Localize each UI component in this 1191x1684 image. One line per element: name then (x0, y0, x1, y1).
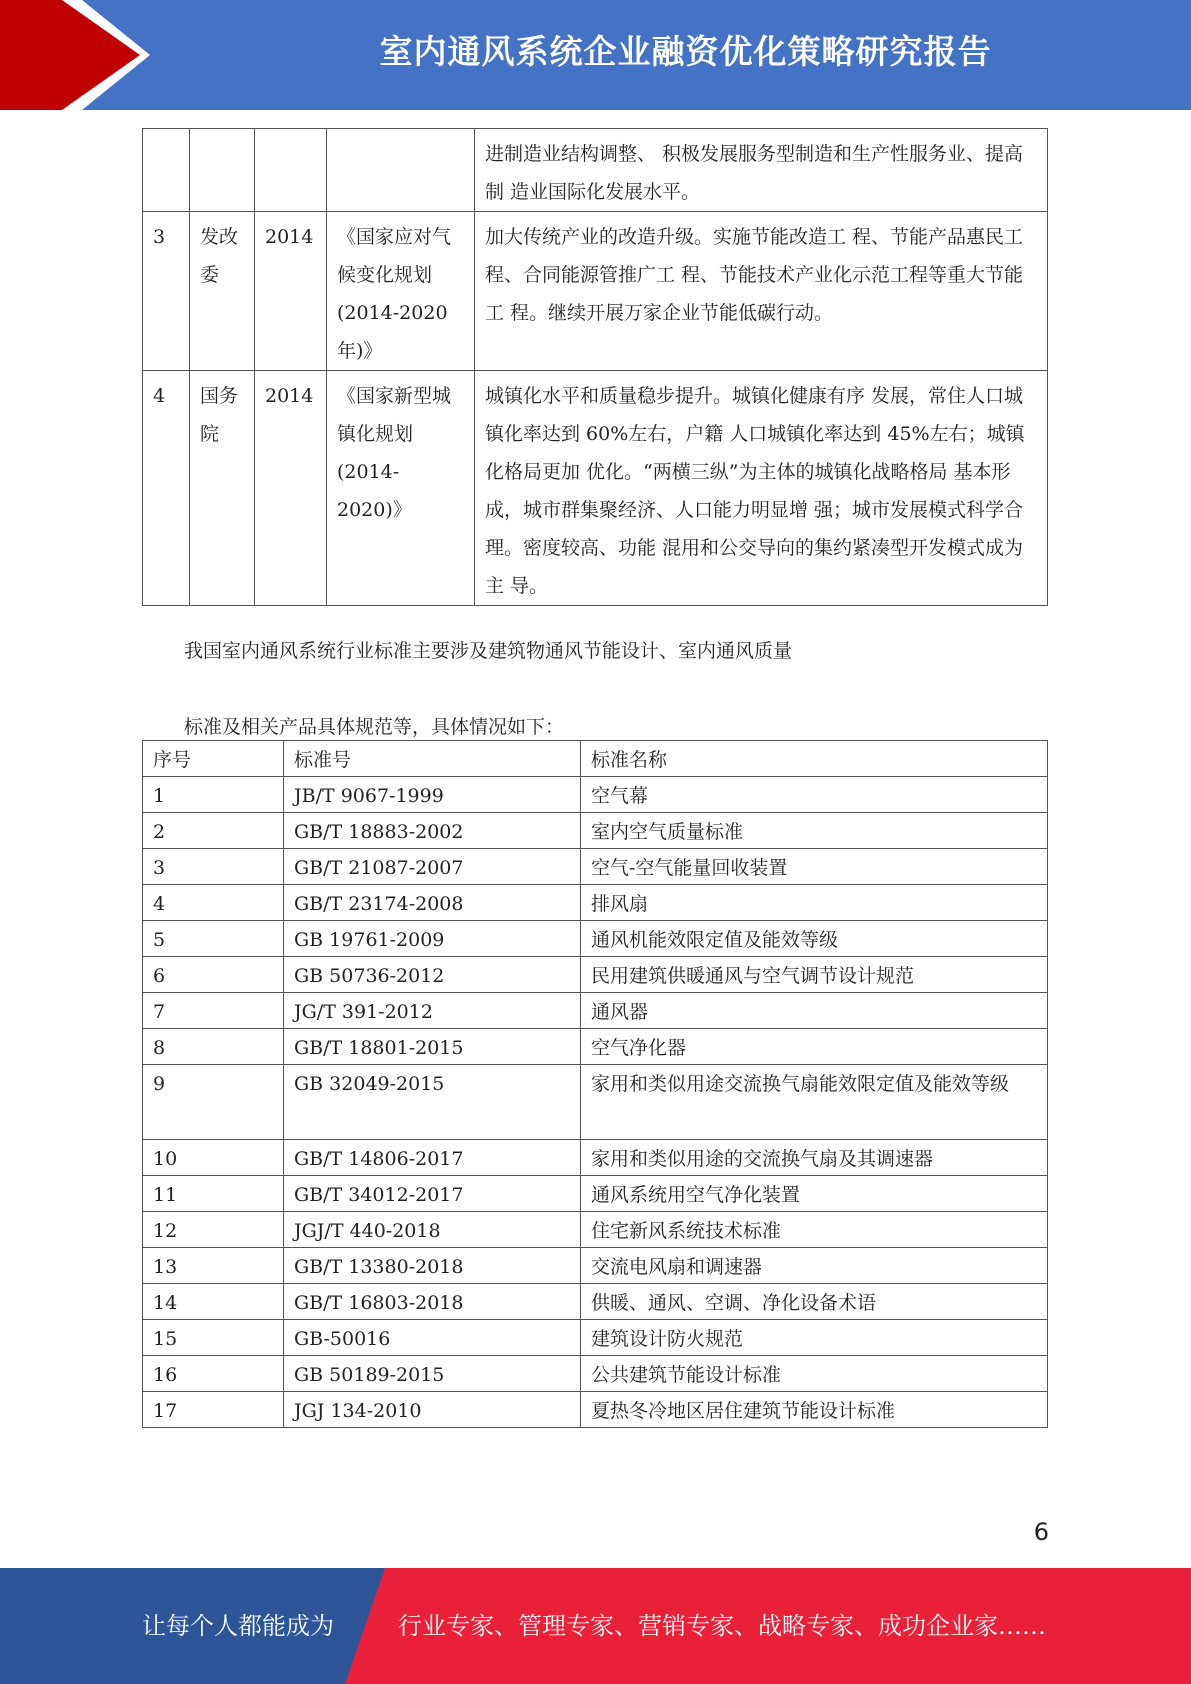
table-row (143, 849, 1048, 885)
page-footer (0, 1568, 1191, 1684)
std-cell-no: 16 (143, 1356, 284, 1392)
std-cell-no: 12 (143, 1212, 284, 1248)
page-number: 6 (1033, 1518, 1049, 1546)
std-cell-name: 通风机能效限定值及能效等级 (581, 921, 1048, 957)
policy-cell-dept: 国务院 (190, 371, 255, 606)
std-cell-code: GB 50736-2012 (284, 957, 581, 993)
std-cell-no: 4 (143, 885, 284, 921)
std-cell-name: 空气-空气能量回收装置 (581, 849, 1048, 885)
std-cell-code: GB/T 23174-2008 (284, 885, 581, 921)
policy-cell-dept: 发改委 (190, 212, 255, 371)
policy-row (143, 371, 1048, 606)
std-cell-name: 排风扇 (581, 885, 1048, 921)
std-cell-name: 通风器 (581, 993, 1048, 1029)
paragraph-line-2: 标准及相关产品具体规范等，具体情况如下： (184, 716, 565, 738)
table-row (143, 1140, 1048, 1176)
std-cell-no: 10 (143, 1140, 284, 1176)
std-cell-code: GB 19761-2009 (284, 921, 581, 957)
std-cell-no: 6 (143, 957, 284, 993)
table-row (143, 1065, 1048, 1140)
table-row (143, 957, 1048, 993)
policy-cell-no: 3 (143, 212, 190, 371)
std-cell-name: 民用建筑供暖通风与空气调节设计规范 (581, 957, 1048, 993)
policy-table (142, 128, 1048, 606)
std-cell-code: GB/T 14806-2017 (284, 1140, 581, 1176)
footer-slogan-right: 行业专家、管理专家、营销专家、战略专家、成功企业家…… (398, 1612, 1046, 1640)
std-cell-code: GB/T 21087-2007 (284, 849, 581, 885)
std-cell-name: 室内空气质量标准 (581, 813, 1048, 849)
standards-table (142, 740, 1048, 1428)
std-cell-code: JGJ 134-2010 (284, 1392, 581, 1428)
std-cell-code: GB/T 18883-2002 (284, 813, 581, 849)
table-row (143, 777, 1048, 813)
table-row (143, 1320, 1048, 1356)
policy-cell-doc: 《国家新型城镇化规划(2014-2020)》 (327, 371, 475, 606)
std-cell-name: 夏热冬冷地区居住建筑节能设计标准 (581, 1392, 1048, 1428)
header-cell-no: 序号 (143, 741, 284, 777)
table-row (143, 1284, 1048, 1320)
std-cell-no: 9 (143, 1065, 284, 1140)
policy-row (143, 212, 1048, 371)
std-cell-code: GB/T 13380-2018 (284, 1248, 581, 1284)
policy-cell-no: 4 (143, 371, 190, 606)
std-cell-name: 家用和类似用途的交流换气扇及其调速器 (581, 1140, 1048, 1176)
header-cell-name: 标准名称 (581, 741, 1048, 777)
table-row (143, 1248, 1048, 1284)
page-header (0, 0, 1191, 110)
std-cell-name: 空气幕 (581, 777, 1048, 813)
std-cell-code: GB 32049-2015 (284, 1065, 581, 1140)
std-cell-no: 13 (143, 1248, 284, 1284)
policy-cell-doc (327, 129, 475, 212)
std-cell-code: JB/T 9067-1999 (284, 777, 581, 813)
std-cell-name: 空气净化器 (581, 1029, 1048, 1065)
std-cell-name: 公共建筑节能设计标准 (581, 1356, 1048, 1392)
std-cell-code: JG/T 391-2012 (284, 993, 581, 1029)
policy-cell-content: 进制造业结构调整、 积极发展服务型制造和生产性服务业、提高制 造业国际化发展水平。 (475, 129, 1048, 212)
table-row (143, 885, 1048, 921)
report-title: 室内通风系统企业融资优化策略研究报告 (379, 32, 992, 71)
std-cell-no: 11 (143, 1176, 284, 1212)
table-row (143, 1029, 1048, 1065)
policy-cell-doc: 《国家应对气候变化规划(2014-2020年)》 (327, 212, 475, 371)
policy-cell-dept (190, 129, 255, 212)
header-chevron-decoration (0, 0, 180, 110)
std-cell-name: 供暖、通风、空调、净化设备术语 (581, 1284, 1048, 1320)
table-row (143, 1392, 1048, 1428)
table-row (143, 1212, 1048, 1248)
table-row (143, 1176, 1048, 1212)
std-cell-name: 家用和类似用途交流换气扇能效限定值及能效等级 (581, 1065, 1048, 1140)
std-cell-name: 交流电风扇和调速器 (581, 1248, 1048, 1284)
std-cell-no: 8 (143, 1029, 284, 1065)
std-cell-code: JGJ/T 440-2018 (284, 1212, 581, 1248)
std-cell-name: 建筑设计防火规范 (581, 1320, 1048, 1356)
std-cell-code: GB/T 16803-2018 (284, 1284, 581, 1320)
table-row (143, 1356, 1048, 1392)
policy-cell-year (255, 129, 327, 212)
std-cell-no: 3 (143, 849, 284, 885)
policy-cell-no (143, 129, 190, 212)
footer-slogan-left: 让每个人都能成为 (142, 1612, 334, 1640)
std-cell-name: 住宅新风系统技术标准 (581, 1212, 1048, 1248)
std-cell-code: GB/T 34012-2017 (284, 1176, 581, 1212)
std-cell-no: 15 (143, 1320, 284, 1356)
header-cell-code: 标准号 (284, 741, 581, 777)
std-cell-no: 14 (143, 1284, 284, 1320)
std-cell-no: 17 (143, 1392, 284, 1428)
policy-cell-content: 加大传统产业的改造升级。实施节能改造工 程、节能产品惠民工程、合同能源管推广工 程、节能技术产业化示范工程等重大节能工 程。继续开展万家企业节能低碳行动。 (475, 212, 1048, 371)
policy-cell-content: 城镇化水平和质量稳步提升。城镇化健康有序 发展，常住人口城镇化率达到 60%左右，户籍 人口城镇化率达到 45%左右；城镇化格局更加 优化。“两横三纵”为主体的城镇化战略格局 基本形成，城市群集聚经济、人口能力明显增 强；城市发展模式科学合理。密度较高、功能 混用和公交导向的集约紧凑型开发模式成为主 导。 (475, 371, 1048, 606)
table-row (143, 921, 1048, 957)
std-cell-code: GB-50016 (284, 1320, 581, 1356)
std-cell-code: GB 50189-2015 (284, 1356, 581, 1392)
standards-table-header (143, 741, 1048, 777)
std-cell-no: 7 (143, 993, 284, 1029)
std-cell-no: 1 (143, 777, 284, 813)
table-row (143, 813, 1048, 849)
paragraph-line-1: 我国室内通风系统行业标准主要涉及建筑物通风节能设计、室内通风质量 (184, 640, 793, 662)
std-cell-no: 2 (143, 813, 284, 849)
policy-row (143, 129, 1048, 212)
std-cell-code: GB/T 18801-2015 (284, 1029, 581, 1065)
std-cell-no: 5 (143, 921, 284, 957)
policy-cell-year: 2014 (255, 212, 327, 371)
policy-cell-year: 2014 (255, 371, 327, 606)
std-cell-name: 通风系统用空气净化装置 (581, 1176, 1048, 1212)
table-row (143, 993, 1048, 1029)
